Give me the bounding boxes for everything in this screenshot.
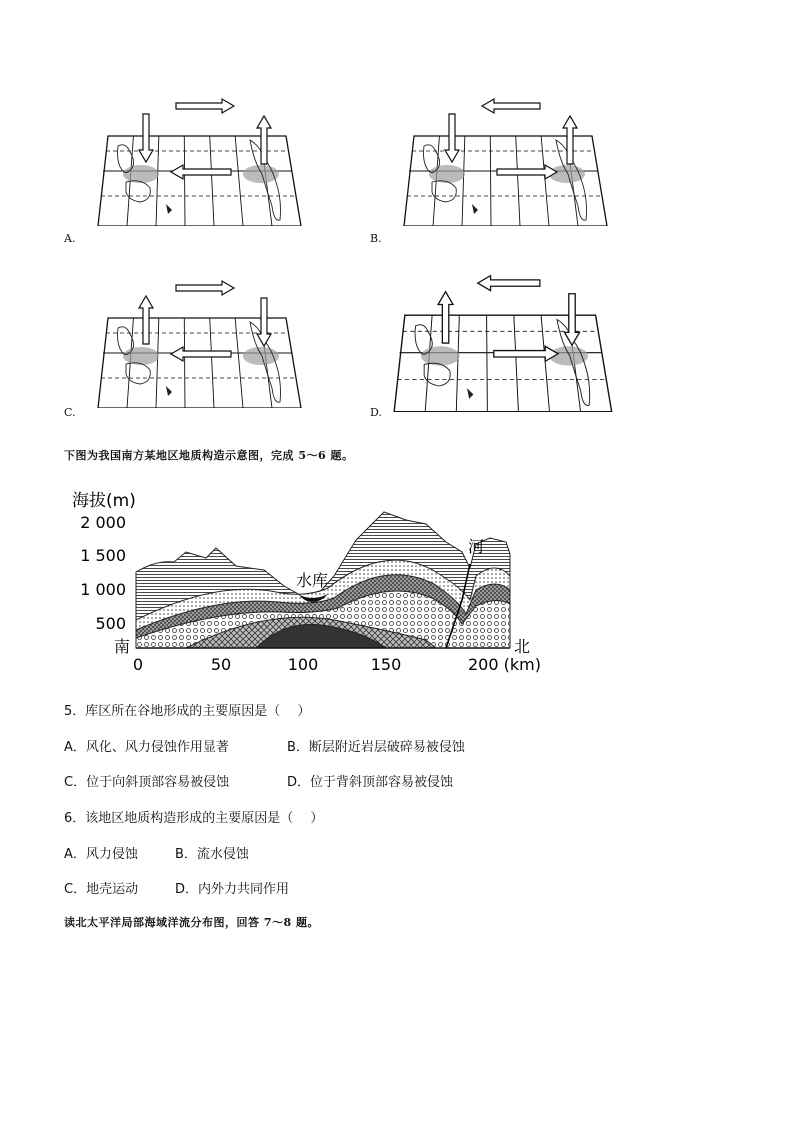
map-c-figure <box>96 278 306 408</box>
reservoir-label: 水库 <box>296 571 329 590</box>
option-letter-c: C. <box>64 406 76 419</box>
map-a-figure <box>96 96 306 226</box>
upper-airflow-arrow <box>176 281 234 295</box>
y-tick-2000: 2 000 <box>80 513 126 532</box>
question-6-stem: 6．该地区地质构造形成的主要原因是（ ） <box>64 811 324 826</box>
west-pressure-area <box>123 165 159 183</box>
option-map-b <box>402 96 612 226</box>
option-letter-a: A. <box>64 232 76 245</box>
question-5-option-b[interactable]: B．断层附近岩层破碎易被侵蚀 <box>287 740 465 755</box>
x-tick-200: 200 (km) <box>468 655 541 674</box>
y-tick-1000: 1 000 <box>80 580 126 599</box>
y-axis-title: 海拔(m) <box>72 491 136 511</box>
upper-airflow-arrow <box>482 99 540 113</box>
geology-figure <box>66 480 546 684</box>
option-letter-b: B. <box>370 232 382 245</box>
option-letter-d: D. <box>370 406 382 419</box>
upper-airflow-arrow <box>176 99 234 113</box>
option-map-d <box>392 272 617 412</box>
x-tick-50: 50 <box>210 655 232 674</box>
question-6-option-c[interactable]: C．地壳运动 <box>64 882 139 897</box>
question-5-option-a[interactable]: A．风化、风力侵蚀作用显著 <box>64 740 229 755</box>
river-label: 河 <box>468 537 485 556</box>
y-tick-1500: 1 500 <box>80 546 126 565</box>
question-5-option-c[interactable]: C．位于向斜顶部容易被侵蚀 <box>64 775 230 790</box>
option-map-a <box>96 96 306 226</box>
west-pressure-area <box>421 346 460 365</box>
map-b-figure <box>402 96 612 226</box>
west-pressure-area <box>429 165 465 183</box>
option-map-c <box>96 278 306 408</box>
question-6-option-a[interactable]: A．风力侵蚀 <box>64 847 138 862</box>
north-label: 北 <box>514 637 531 656</box>
question-6-option-b[interactable]: B．流水侵蚀 <box>175 847 249 862</box>
map-d-figure <box>392 272 617 412</box>
x-tick-150: 150 <box>370 655 402 674</box>
south-label: 南 <box>114 637 131 656</box>
y-tick-500: 500 <box>95 614 126 633</box>
x-tick-0: 0 <box>132 655 144 674</box>
x-tick-100: 100 <box>287 655 319 674</box>
geology-cross-section <box>66 480 546 680</box>
west-pressure-area <box>123 347 159 365</box>
question-6-option-d[interactable]: D．内外力共同作用 <box>175 882 290 897</box>
upper-airflow-arrow <box>478 276 540 291</box>
question-5-stem: 5．库区所在谷地形成的主要原因是（ ） <box>64 704 311 719</box>
question-5-option-d[interactable]: D．位于背斜顶部容易被侵蚀 <box>287 775 454 790</box>
intro-text-5-6: 下图为我国南方某地区地质构造示意图，完成 5～6 题。 <box>64 449 354 462</box>
intro-text-7-8: 读北太平洋局部海域洋流分布图，回答 7～8 题。 <box>64 916 319 929</box>
